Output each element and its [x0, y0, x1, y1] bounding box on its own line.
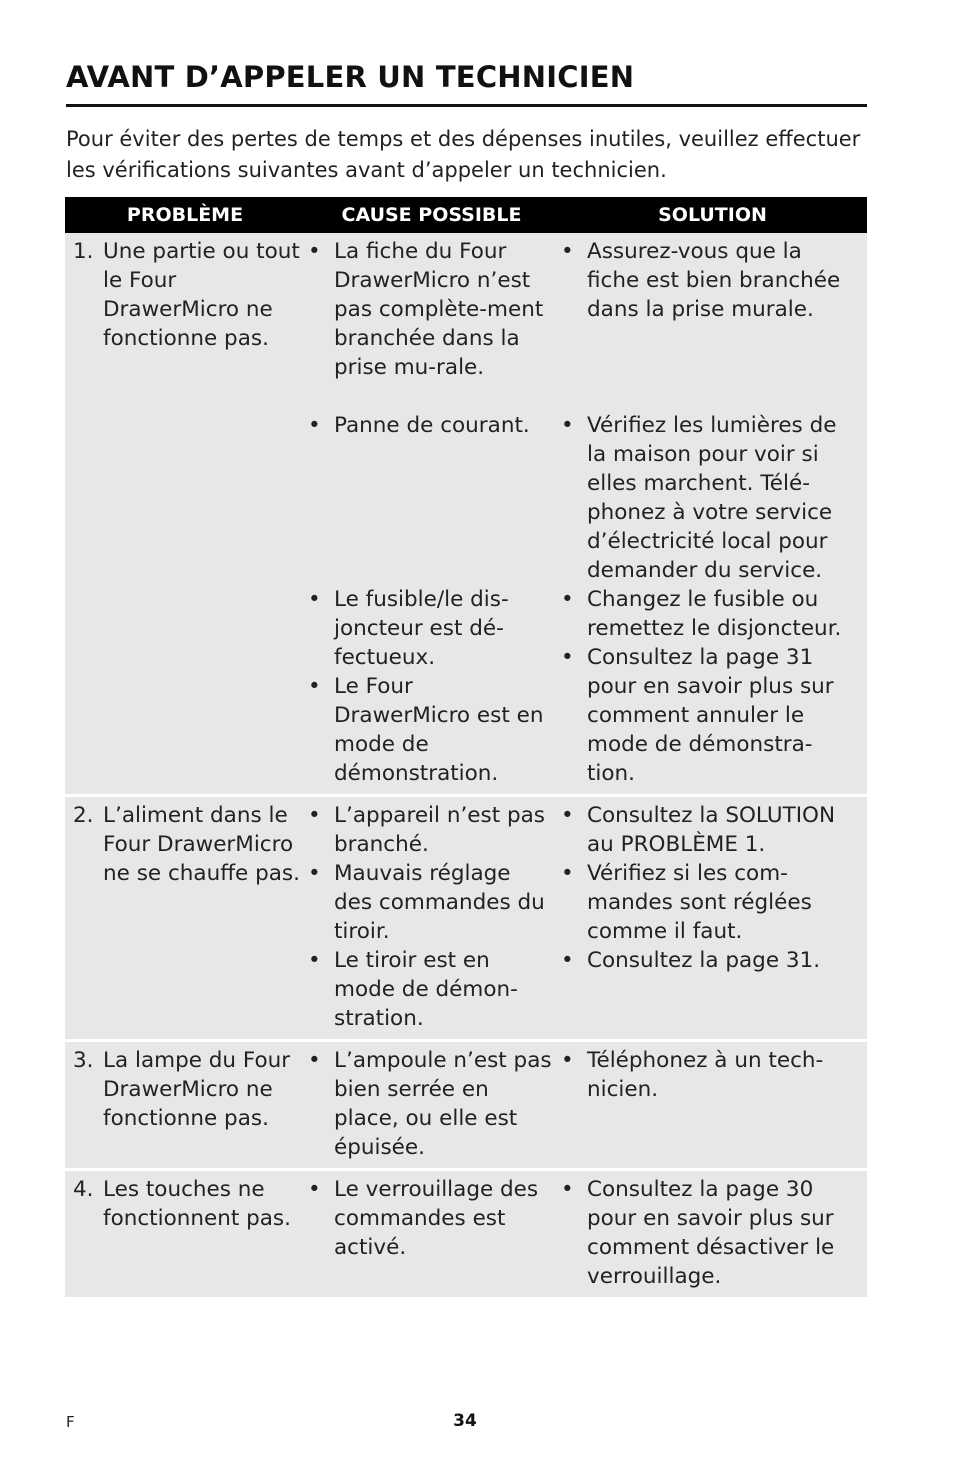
- bullet-icon: •: [561, 1048, 574, 1073]
- solution-item: • Consultez la page 31.: [558, 946, 859, 975]
- solution-item: • Consultez la SOLUTION au PROBLÈME 1.: [558, 801, 859, 859]
- header-solution: SOLUTION: [558, 197, 867, 233]
- cause-cell: [305, 796, 558, 1041]
- solution-cell: [558, 1170, 867, 1298]
- cause-item: • Le Four DrawerMicro est en mode de démonstration.: [305, 672, 552, 788]
- solution-cell: [558, 796, 867, 1041]
- problem-number: 2.: [73, 803, 94, 828]
- solution-item: • Assurez-vous que la fiche est bien branchée dans la prise murale.: [558, 237, 859, 411]
- bullet-icon: •: [561, 803, 574, 828]
- cause-item: • L’appareil n’est pas branché.: [305, 801, 552, 859]
- solution-item: • Consultez la page 30 pour en savoir plus sur comment désactiver le verrouillage.: [558, 1175, 859, 1291]
- table-row: [65, 1170, 867, 1298]
- bullet-icon: •: [308, 413, 321, 438]
- bullet-icon: •: [308, 948, 321, 973]
- bullet-icon: •: [308, 803, 321, 828]
- bullet-icon: •: [561, 1177, 574, 1202]
- cause-item: • Panne de courant.: [305, 411, 552, 585]
- cause-item: • L’ampoule n’est pas bien serrée en place, ou elle est épuisée.: [305, 1046, 552, 1162]
- bullet-icon: •: [561, 645, 574, 670]
- table-row: [65, 233, 867, 796]
- bullet-icon: •: [561, 413, 574, 438]
- cause-item: • La fiche du Four DrawerMicro n’est pas complète-ment branchée dans la prise mu-rale.: [305, 237, 552, 411]
- bullet-icon: •: [308, 861, 321, 886]
- solution-cell: [558, 233, 867, 796]
- problem-cell: [65, 796, 305, 1041]
- bullet-icon: •: [308, 239, 321, 264]
- bullet-icon: •: [308, 587, 321, 612]
- cause-item: • Le verrouillage des commandes est activé.: [305, 1175, 552, 1262]
- problem-text: La lampe du Four DrawerMicro ne fonctionne pas.: [103, 1048, 291, 1131]
- solution-item: • Changez le fusible ou remettez le disjoncteur.: [558, 585, 859, 643]
- header-cause: CAUSE POSSIBLE: [305, 197, 558, 233]
- problem-cell: [65, 1041, 305, 1170]
- solution-cell: [558, 1041, 867, 1170]
- table-row: [65, 1041, 867, 1170]
- bullet-icon: •: [308, 674, 321, 699]
- title-rule: [66, 104, 867, 107]
- problem-text: Les touches ne fonctionnent pas.: [103, 1177, 291, 1231]
- table-row: [65, 796, 867, 1041]
- solution-item: • Téléphonez à un tech-nicien.: [558, 1046, 859, 1104]
- troubleshooting-table: [65, 197, 867, 1297]
- cause-item: • Mauvais réglage des commandes du tiroir.: [305, 859, 552, 946]
- bullet-icon: •: [561, 861, 574, 886]
- problem-text: Une partie ou tout le Four DrawerMicro ne fonctionne pas.: [103, 239, 300, 351]
- header-problem: PROBLÈME: [65, 197, 305, 233]
- cause-item: • Le tiroir est en mode de démon-stration.: [305, 946, 552, 1033]
- solution-item: • Vérifiez si les com-mandes sont réglées comme il faut.: [558, 859, 859, 946]
- cause-cell: [305, 1170, 558, 1298]
- cause-cell: [305, 233, 558, 796]
- problem-cell: [65, 233, 305, 796]
- problem-cell: [65, 1170, 305, 1298]
- problem-number: 1.: [73, 239, 94, 264]
- solution-item: • Consultez la page 31 pour en savoir plus sur comment annuler le mode de démonstra-tion.: [558, 643, 859, 788]
- intro-paragraph: Pour éviter des pertes de temps et des dépenses inutiles, veuillez effectuer les vérifications suivantes avant d’appeler un technicien.: [66, 127, 861, 182]
- bullet-icon: •: [308, 1048, 321, 1073]
- page-title: AVANT D’APPELER UN TECHNICIEN: [66, 60, 635, 94]
- bullet-icon: •: [561, 587, 574, 612]
- bullet-icon: •: [561, 948, 574, 973]
- cause-item: • Le fusible/le dis-joncteur est dé-fectueux.: [305, 585, 552, 672]
- cause-cell: [305, 1041, 558, 1170]
- problem-number: 4.: [73, 1177, 94, 1202]
- table-header-row: [65, 197, 867, 233]
- problem-text: L’aliment dans le Four DrawerMicro ne se chauffe pas.: [103, 803, 300, 886]
- bullet-icon: •: [561, 239, 574, 264]
- page-number: 34: [453, 1411, 477, 1431]
- problem-number: 3.: [73, 1048, 94, 1073]
- solution-item: • Vérifiez les lumières de la maison pour voir si elles marchent. Télé-phonez à votre service d’électricité local pour demander du service.: [558, 411, 859, 585]
- bullet-icon: •: [308, 1177, 321, 1202]
- footer-language-code: F: [66, 1413, 75, 1431]
